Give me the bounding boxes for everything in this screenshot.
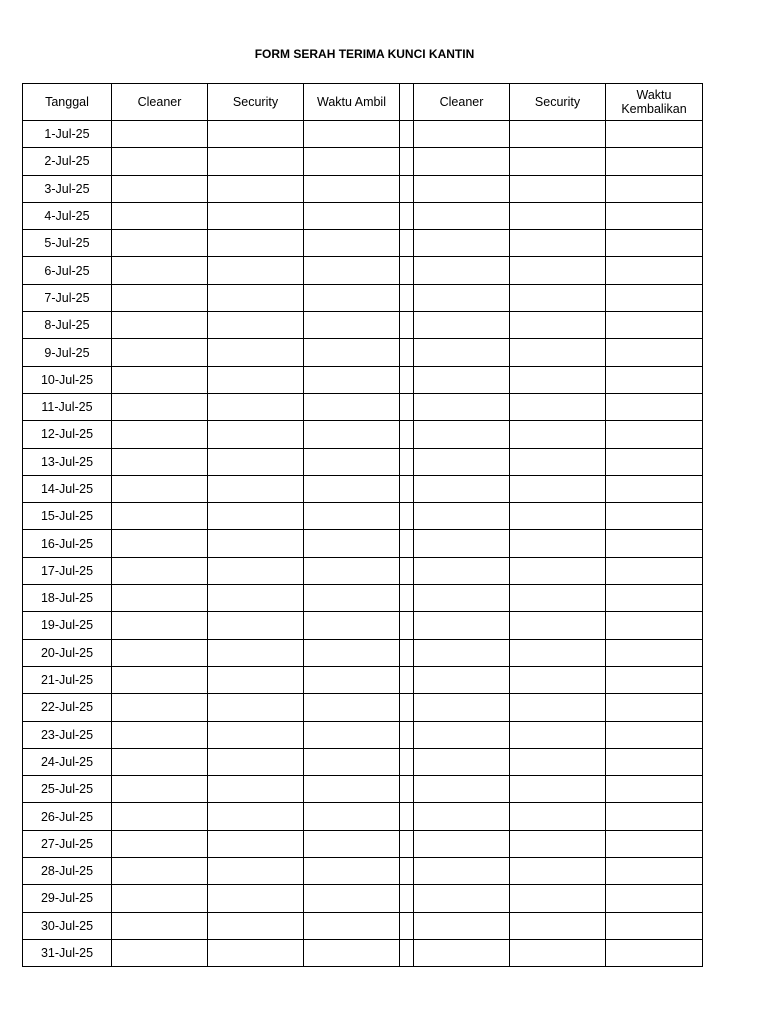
- cell-time-take: [304, 148, 400, 175]
- cell-time-return: [606, 448, 703, 475]
- cell-security-take: [208, 830, 304, 857]
- cell-cleaner-return: [414, 639, 510, 666]
- cell-security-return: [510, 885, 606, 912]
- cell-spacer: [400, 557, 414, 584]
- cell-time-take: [304, 230, 400, 257]
- cell-date: 19-Jul-25: [23, 612, 112, 639]
- cell-date: 15-Jul-25: [23, 503, 112, 530]
- cell-time-take: [304, 393, 400, 420]
- header-time-return-line1: Waktu: [636, 88, 672, 102]
- cell-date: 1-Jul-25: [23, 121, 112, 148]
- cell-security-take: [208, 148, 304, 175]
- cell-cleaner-take: [112, 121, 208, 148]
- cell-time-take: [304, 748, 400, 775]
- cell-time-take: [304, 776, 400, 803]
- cell-time-return: [606, 284, 703, 311]
- cell-date: 29-Jul-25: [23, 885, 112, 912]
- table-row: [23, 175, 703, 202]
- cell-spacer: [400, 121, 414, 148]
- cell-time-take: [304, 202, 400, 229]
- cell-cleaner-take: [112, 421, 208, 448]
- cell-security-take: [208, 748, 304, 775]
- cell-security-take: [208, 475, 304, 502]
- cell-security-return: [510, 830, 606, 857]
- cell-security-return: [510, 803, 606, 830]
- cell-time-take: [304, 448, 400, 475]
- table-row: [23, 557, 703, 584]
- cell-cleaner-return: [414, 748, 510, 775]
- cell-spacer: [400, 257, 414, 284]
- cell-cleaner-return: [414, 803, 510, 830]
- cell-cleaner-return: [414, 448, 510, 475]
- cell-spacer: [400, 885, 414, 912]
- cell-date: 27-Jul-25: [23, 830, 112, 857]
- cell-cleaner-return: [414, 612, 510, 639]
- cell-security-return: [510, 858, 606, 885]
- cell-cleaner-return: [414, 721, 510, 748]
- cell-date: 11-Jul-25: [23, 393, 112, 420]
- cell-time-take: [304, 366, 400, 393]
- cell-cleaner-return: [414, 175, 510, 202]
- cell-time-take: [304, 612, 400, 639]
- cell-time-return: [606, 530, 703, 557]
- cell-security-return: [510, 666, 606, 693]
- cell-date: 22-Jul-25: [23, 694, 112, 721]
- cell-time-return: [606, 503, 703, 530]
- cell-security-return: [510, 503, 606, 530]
- header-spacer: [400, 84, 414, 121]
- cell-security-return: [510, 530, 606, 557]
- cell-security-take: [208, 393, 304, 420]
- key-handover-table: [22, 83, 703, 967]
- cell-date: 7-Jul-25: [23, 284, 112, 311]
- cell-time-take: [304, 639, 400, 666]
- cell-security-return: [510, 721, 606, 748]
- cell-security-take: [208, 639, 304, 666]
- cell-security-return: [510, 421, 606, 448]
- cell-cleaner-take: [112, 858, 208, 885]
- cell-time-return: [606, 639, 703, 666]
- cell-cleaner-take: [112, 475, 208, 502]
- cell-cleaner-return: [414, 666, 510, 693]
- cell-security-take: [208, 912, 304, 939]
- cell-date: 3-Jul-25: [23, 175, 112, 202]
- cell-security-take: [208, 312, 304, 339]
- cell-security-return: [510, 202, 606, 229]
- cell-security-take: [208, 585, 304, 612]
- cell-cleaner-take: [112, 284, 208, 311]
- cell-security-take: [208, 803, 304, 830]
- cell-time-take: [304, 912, 400, 939]
- table-row: [23, 858, 703, 885]
- cell-date: 21-Jul-25: [23, 666, 112, 693]
- cell-time-return: [606, 721, 703, 748]
- cell-spacer: [400, 230, 414, 257]
- cell-date: 18-Jul-25: [23, 585, 112, 612]
- cell-time-return: [606, 612, 703, 639]
- cell-cleaner-take: [112, 803, 208, 830]
- cell-time-return: [606, 666, 703, 693]
- cell-cleaner-return: [414, 557, 510, 584]
- cell-security-return: [510, 448, 606, 475]
- cell-spacer: [400, 339, 414, 366]
- cell-time-return: [606, 421, 703, 448]
- cell-security-take: [208, 257, 304, 284]
- cell-time-return: [606, 858, 703, 885]
- cell-security-take: [208, 202, 304, 229]
- cell-date: 8-Jul-25: [23, 312, 112, 339]
- cell-spacer: [400, 639, 414, 666]
- cell-time-return: [606, 803, 703, 830]
- cell-date: 31-Jul-25: [23, 939, 112, 966]
- cell-security-take: [208, 939, 304, 966]
- cell-security-return: [510, 175, 606, 202]
- cell-cleaner-return: [414, 121, 510, 148]
- cell-time-take: [304, 175, 400, 202]
- table-row: [23, 776, 703, 803]
- cell-cleaner-return: [414, 694, 510, 721]
- cell-spacer: [400, 912, 414, 939]
- cell-date: 9-Jul-25: [23, 339, 112, 366]
- cell-time-return: [606, 939, 703, 966]
- table-row: [23, 230, 703, 257]
- cell-cleaner-take: [112, 912, 208, 939]
- cell-cleaner-take: [112, 503, 208, 530]
- cell-cleaner-return: [414, 257, 510, 284]
- cell-spacer: [400, 748, 414, 775]
- cell-time-return: [606, 148, 703, 175]
- table-row: [23, 339, 703, 366]
- cell-time-take: [304, 858, 400, 885]
- cell-cleaner-take: [112, 639, 208, 666]
- table-row: [23, 885, 703, 912]
- header-time-return: [606, 84, 703, 121]
- cell-cleaner-take: [112, 748, 208, 775]
- cell-spacer: [400, 202, 414, 229]
- cell-spacer: [400, 612, 414, 639]
- cell-cleaner-take: [112, 721, 208, 748]
- cell-spacer: [400, 803, 414, 830]
- cell-cleaner-return: [414, 776, 510, 803]
- cell-spacer: [400, 475, 414, 502]
- header-cleaner-take: Cleaner: [112, 84, 208, 121]
- cell-security-take: [208, 421, 304, 448]
- table-row: [23, 612, 703, 639]
- cell-time-take: [304, 830, 400, 857]
- cell-time-take: [304, 121, 400, 148]
- table-row: [23, 803, 703, 830]
- cell-time-take: [304, 503, 400, 530]
- cell-security-return: [510, 366, 606, 393]
- table-row: [23, 366, 703, 393]
- cell-date: 16-Jul-25: [23, 530, 112, 557]
- cell-time-take: [304, 585, 400, 612]
- cell-cleaner-return: [414, 339, 510, 366]
- cell-spacer: [400, 530, 414, 557]
- cell-cleaner-return: [414, 475, 510, 502]
- cell-spacer: [400, 421, 414, 448]
- cell-security-return: [510, 393, 606, 420]
- cell-cleaner-take: [112, 585, 208, 612]
- cell-date: 2-Jul-25: [23, 148, 112, 175]
- table-row: [23, 448, 703, 475]
- cell-security-take: [208, 284, 304, 311]
- cell-security-take: [208, 121, 304, 148]
- cell-spacer: [400, 721, 414, 748]
- table-row: [23, 585, 703, 612]
- cell-security-return: [510, 230, 606, 257]
- cell-security-take: [208, 175, 304, 202]
- cell-security-take: [208, 612, 304, 639]
- cell-cleaner-take: [112, 339, 208, 366]
- cell-time-take: [304, 721, 400, 748]
- table-row: [23, 503, 703, 530]
- cell-time-return: [606, 312, 703, 339]
- cell-security-take: [208, 339, 304, 366]
- cell-security-take: [208, 694, 304, 721]
- cell-security-take: [208, 858, 304, 885]
- table-row: [23, 830, 703, 857]
- cell-cleaner-return: [414, 885, 510, 912]
- cell-cleaner-take: [112, 885, 208, 912]
- cell-cleaner-return: [414, 503, 510, 530]
- cell-date: 6-Jul-25: [23, 257, 112, 284]
- cell-security-take: [208, 885, 304, 912]
- cell-time-return: [606, 475, 703, 502]
- cell-cleaner-take: [112, 257, 208, 284]
- cell-time-take: [304, 694, 400, 721]
- cell-time-take: [304, 284, 400, 311]
- cell-time-take: [304, 885, 400, 912]
- cell-cleaner-return: [414, 202, 510, 229]
- table-row: [23, 639, 703, 666]
- cell-security-take: [208, 666, 304, 693]
- cell-spacer: [400, 694, 414, 721]
- cell-cleaner-take: [112, 393, 208, 420]
- cell-date: 4-Jul-25: [23, 202, 112, 229]
- cell-spacer: [400, 666, 414, 693]
- header-security-return: Security: [510, 84, 606, 121]
- cell-cleaner-return: [414, 148, 510, 175]
- cell-cleaner-take: [112, 312, 208, 339]
- cell-time-return: [606, 748, 703, 775]
- cell-cleaner-take: [112, 612, 208, 639]
- table-row: [23, 939, 703, 966]
- cell-time-return: [606, 257, 703, 284]
- cell-date: 24-Jul-25: [23, 748, 112, 775]
- table-row: [23, 421, 703, 448]
- cell-spacer: [400, 939, 414, 966]
- cell-time-take: [304, 475, 400, 502]
- cell-time-take: [304, 530, 400, 557]
- cell-time-return: [606, 885, 703, 912]
- table-row: [23, 475, 703, 502]
- cell-cleaner-return: [414, 366, 510, 393]
- table-row: [23, 912, 703, 939]
- cell-cleaner-return: [414, 312, 510, 339]
- cell-time-return: [606, 202, 703, 229]
- cell-time-return: [606, 175, 703, 202]
- cell-time-take: [304, 666, 400, 693]
- cell-date: 28-Jul-25: [23, 858, 112, 885]
- table-row: [23, 312, 703, 339]
- cell-security-take: [208, 448, 304, 475]
- table-row: [23, 530, 703, 557]
- cell-cleaner-take: [112, 148, 208, 175]
- cell-cleaner-take: [112, 448, 208, 475]
- cell-time-take: [304, 421, 400, 448]
- page-title: FORM SERAH TERIMA KUNCI KANTIN: [254, 47, 475, 61]
- header-time-return-line2: Kembalikan: [621, 102, 687, 116]
- cell-spacer: [400, 312, 414, 339]
- cell-time-return: [606, 776, 703, 803]
- cell-spacer: [400, 148, 414, 175]
- cell-security-return: [510, 639, 606, 666]
- cell-spacer: [400, 585, 414, 612]
- cell-cleaner-return: [414, 858, 510, 885]
- cell-time-return: [606, 585, 703, 612]
- cell-security-return: [510, 148, 606, 175]
- cell-cleaner-take: [112, 366, 208, 393]
- table-row: [23, 393, 703, 420]
- cell-security-return: [510, 912, 606, 939]
- cell-security-return: [510, 475, 606, 502]
- cell-time-return: [606, 230, 703, 257]
- header-cleaner-return: Cleaner: [414, 84, 510, 121]
- cell-cleaner-take: [112, 557, 208, 584]
- cell-security-return: [510, 121, 606, 148]
- cell-time-return: [606, 339, 703, 366]
- cell-security-return: [510, 284, 606, 311]
- cell-cleaner-take: [112, 202, 208, 229]
- table-body: [23, 121, 703, 967]
- cell-security-take: [208, 230, 304, 257]
- table-row: [23, 202, 703, 229]
- cell-cleaner-take: [112, 830, 208, 857]
- cell-date: 13-Jul-25: [23, 448, 112, 475]
- cell-spacer: [400, 858, 414, 885]
- cell-spacer: [400, 448, 414, 475]
- cell-security-take: [208, 530, 304, 557]
- cell-time-return: [606, 557, 703, 584]
- cell-cleaner-return: [414, 830, 510, 857]
- cell-cleaner-take: [112, 230, 208, 257]
- cell-spacer: [400, 284, 414, 311]
- cell-security-return: [510, 748, 606, 775]
- cell-spacer: [400, 175, 414, 202]
- cell-security-return: [510, 694, 606, 721]
- table-header-row: [23, 84, 703, 121]
- cell-time-take: [304, 312, 400, 339]
- cell-spacer: [400, 503, 414, 530]
- cell-time-return: [606, 830, 703, 857]
- cell-cleaner-take: [112, 666, 208, 693]
- cell-date: 10-Jul-25: [23, 366, 112, 393]
- cell-security-return: [510, 939, 606, 966]
- cell-time-return: [606, 121, 703, 148]
- table-row: [23, 257, 703, 284]
- cell-date: 30-Jul-25: [23, 912, 112, 939]
- table-row: [23, 694, 703, 721]
- cell-date: 14-Jul-25: [23, 475, 112, 502]
- cell-date: 20-Jul-25: [23, 639, 112, 666]
- cell-time-take: [304, 257, 400, 284]
- cell-cleaner-return: [414, 530, 510, 557]
- cell-spacer: [400, 776, 414, 803]
- cell-cleaner-return: [414, 284, 510, 311]
- cell-date: 5-Jul-25: [23, 230, 112, 257]
- cell-cleaner-return: [414, 939, 510, 966]
- header-security-take: Security: [208, 84, 304, 121]
- table-row: [23, 666, 703, 693]
- cell-cleaner-take: [112, 776, 208, 803]
- cell-security-return: [510, 339, 606, 366]
- cell-time-return: [606, 393, 703, 420]
- cell-cleaner-return: [414, 421, 510, 448]
- cell-security-return: [510, 585, 606, 612]
- cell-cleaner-take: [112, 530, 208, 557]
- cell-spacer: [400, 366, 414, 393]
- cell-security-return: [510, 312, 606, 339]
- cell-cleaner-take: [112, 694, 208, 721]
- cell-security-take: [208, 776, 304, 803]
- cell-date: 25-Jul-25: [23, 776, 112, 803]
- cell-cleaner-take: [112, 175, 208, 202]
- cell-date: 26-Jul-25: [23, 803, 112, 830]
- cell-time-take: [304, 557, 400, 584]
- table-row: [23, 148, 703, 175]
- cell-cleaner-return: [414, 912, 510, 939]
- cell-security-return: [510, 557, 606, 584]
- cell-time-return: [606, 912, 703, 939]
- cell-date: 23-Jul-25: [23, 721, 112, 748]
- cell-security-return: [510, 257, 606, 284]
- table-row: [23, 121, 703, 148]
- cell-cleaner-return: [414, 393, 510, 420]
- cell-time-return: [606, 366, 703, 393]
- cell-security-take: [208, 721, 304, 748]
- cell-security-return: [510, 612, 606, 639]
- cell-time-take: [304, 939, 400, 966]
- table-row: [23, 721, 703, 748]
- cell-time-take: [304, 339, 400, 366]
- cell-cleaner-take: [112, 939, 208, 966]
- header-date: Tanggal: [23, 84, 112, 121]
- cell-security-return: [510, 776, 606, 803]
- table-row: [23, 748, 703, 775]
- cell-spacer: [400, 830, 414, 857]
- cell-time-take: [304, 803, 400, 830]
- cell-security-take: [208, 366, 304, 393]
- table-row: [23, 284, 703, 311]
- header-time-take: Waktu Ambil: [304, 84, 400, 121]
- cell-date: 17-Jul-25: [23, 557, 112, 584]
- cell-time-return: [606, 694, 703, 721]
- cell-spacer: [400, 393, 414, 420]
- cell-cleaner-return: [414, 230, 510, 257]
- cell-date: 12-Jul-25: [23, 421, 112, 448]
- cell-cleaner-return: [414, 585, 510, 612]
- cell-security-take: [208, 557, 304, 584]
- cell-security-take: [208, 503, 304, 530]
